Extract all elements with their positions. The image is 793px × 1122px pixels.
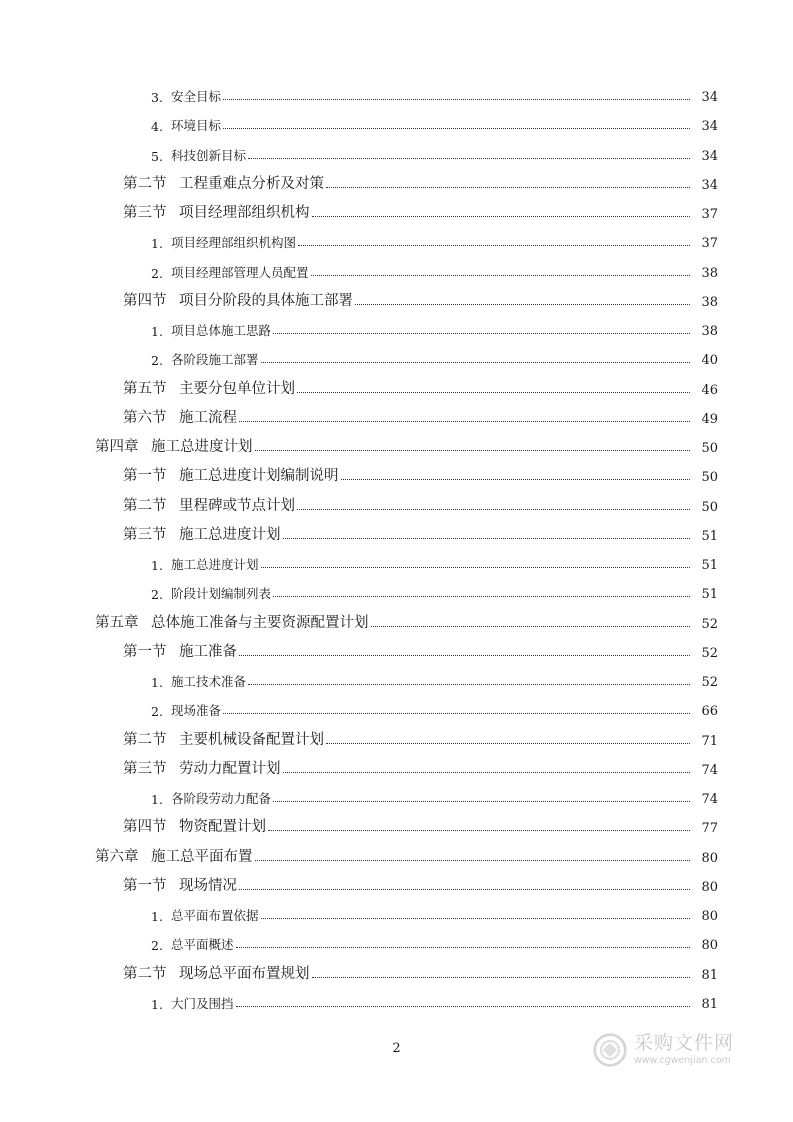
toc-entry-number: 第二节 bbox=[123, 498, 167, 514]
toc-entry-number: 第三节 bbox=[123, 205, 167, 221]
toc-entry-number: 1. bbox=[151, 236, 163, 251]
toc-entry-number: 第五节 bbox=[123, 381, 167, 397]
toc-dot-leader bbox=[312, 977, 691, 978]
toc-entry[interactable] bbox=[0, 959, 793, 983]
toc-dot-leader bbox=[326, 187, 690, 188]
toc-entry-page: 66 bbox=[701, 704, 718, 719]
toc-entry-page: 52 bbox=[701, 675, 718, 690]
toc-dot-leader bbox=[255, 860, 691, 861]
toc-entry-page: 50 bbox=[701, 441, 718, 456]
toc-entry[interactable] bbox=[0, 227, 793, 251]
toc-dot-leader bbox=[236, 947, 690, 948]
toc-entry[interactable] bbox=[0, 257, 793, 281]
toc-entry-page: 80 bbox=[701, 938, 718, 953]
toc-dot-leader bbox=[261, 362, 690, 363]
toc-entry-number: 4. bbox=[151, 119, 163, 134]
watermark bbox=[592, 1028, 752, 1072]
watermark-logo-icon bbox=[592, 1032, 628, 1068]
toc-entry-page: 80 bbox=[701, 880, 718, 895]
toc-dot-leader bbox=[239, 421, 690, 422]
toc-entry-title: 安全目标 bbox=[171, 89, 222, 104]
toc-dot-leader bbox=[311, 275, 690, 276]
toc-entry[interactable] bbox=[0, 637, 793, 661]
toc-dot-leader bbox=[223, 713, 690, 714]
toc-entry-title: 主要分包单位计划 bbox=[179, 381, 295, 397]
toc-entry-title: 劳动力配置计划 bbox=[179, 761, 281, 777]
toc-entry-page: 74 bbox=[701, 792, 718, 807]
toc-entry-page: 40 bbox=[701, 353, 718, 368]
toc-entry-page: 80 bbox=[701, 909, 718, 924]
toc-entry-title: 各阶段施工部署 bbox=[171, 352, 259, 367]
toc-entry-title: 总平面概述 bbox=[171, 937, 234, 952]
toc-entry-number: 第五章 bbox=[95, 615, 139, 631]
toc-entry-page: 52 bbox=[701, 646, 718, 661]
toc-entry-page: 81 bbox=[701, 968, 718, 983]
toc-dot-leader bbox=[371, 626, 691, 627]
toc-entry-title: 施工总平面布置 bbox=[151, 849, 253, 865]
page-number: 2 bbox=[392, 1041, 401, 1056]
toc-entry-number: 1. bbox=[151, 909, 163, 924]
toc-entry-number: 5. bbox=[151, 149, 163, 164]
toc-entry-title: 施工准备 bbox=[179, 644, 237, 660]
toc-dot-leader bbox=[223, 128, 690, 129]
toc-dot-leader bbox=[312, 216, 691, 217]
toc-entry[interactable] bbox=[0, 81, 793, 105]
toc-entry-page: 50 bbox=[701, 470, 718, 485]
toc-dot-leader bbox=[297, 392, 690, 393]
toc-entry-page: 46 bbox=[701, 383, 718, 398]
toc-entry[interactable] bbox=[0, 286, 793, 310]
toc-entry[interactable] bbox=[0, 929, 793, 953]
watermark-url: www.cgwenjian.com bbox=[634, 1055, 731, 1067]
toc-entry[interactable] bbox=[0, 403, 793, 427]
toc-dot-leader bbox=[297, 509, 690, 510]
toc-dot-leader bbox=[261, 918, 690, 919]
toc-entry-page: 34 bbox=[701, 119, 718, 134]
toc-entry-number: 2. bbox=[151, 704, 163, 719]
toc-entry-title: 总体施工准备与主要资源配置计划 bbox=[151, 615, 369, 631]
toc-entry-number: 第六节 bbox=[123, 410, 167, 426]
toc-dot-leader bbox=[283, 772, 691, 773]
toc-entry-number: 第二节 bbox=[123, 966, 167, 982]
toc-entry-number: 1. bbox=[151, 997, 163, 1012]
toc-entry-title: 主要机械设备配置计划 bbox=[179, 732, 324, 748]
toc-entry-title: 阶段计划编制列表 bbox=[171, 586, 272, 601]
toc-dot-leader bbox=[248, 158, 690, 159]
toc-entry-page: 81 bbox=[701, 997, 718, 1012]
toc-entry-page: 51 bbox=[701, 558, 718, 573]
toc-entry[interactable] bbox=[0, 198, 793, 222]
toc-entry-number: 第四节 bbox=[123, 293, 167, 309]
toc-entry-page: 51 bbox=[701, 587, 718, 602]
toc-dot-leader bbox=[255, 450, 691, 451]
toc-entry-title: 现场准备 bbox=[171, 703, 222, 718]
toc-entry-page: 74 bbox=[701, 763, 718, 778]
toc-entry-title: 大门及围挡 bbox=[171, 996, 234, 1011]
toc-dot-leader bbox=[268, 830, 690, 831]
toc-entry-title: 科技创新目标 bbox=[171, 148, 247, 163]
toc-entry[interactable] bbox=[0, 140, 793, 164]
toc-entry-number: 1. bbox=[151, 675, 163, 690]
toc-entry[interactable] bbox=[0, 344, 793, 368]
toc-entry[interactable] bbox=[0, 461, 793, 485]
toc-entry-page: 34 bbox=[701, 90, 718, 105]
watermark-name: 采购文件网 bbox=[634, 1032, 735, 1055]
toc-dot-leader bbox=[261, 567, 690, 568]
toc-entry[interactable] bbox=[0, 578, 793, 602]
toc-entry-title: 项目经理部管理人员配置 bbox=[171, 265, 309, 280]
toc-dot-leader bbox=[273, 801, 690, 802]
toc-entry-page: 71 bbox=[701, 734, 718, 749]
toc-entry-number: 第一节 bbox=[123, 878, 167, 894]
toc-entry-number: 第三节 bbox=[123, 527, 167, 543]
toc-entry-title: 项目分阶段的具体施工部署 bbox=[179, 293, 353, 309]
toc-dot-leader bbox=[273, 333, 690, 334]
toc-entry[interactable] bbox=[0, 754, 793, 778]
toc-dot-leader bbox=[355, 304, 690, 305]
toc-entry[interactable] bbox=[0, 315, 793, 339]
toc-dot-leader bbox=[273, 596, 690, 597]
toc-dot-leader bbox=[239, 655, 690, 656]
toc-entry-page: 51 bbox=[701, 529, 718, 544]
toc-entry[interactable] bbox=[0, 608, 793, 632]
toc-entry-title: 各阶段劳动力配备 bbox=[171, 791, 272, 806]
toc-dot-leader bbox=[223, 99, 690, 100]
toc-entry-title: 施工总进度计划 bbox=[151, 439, 253, 455]
toc-entry-page: 52 bbox=[701, 617, 718, 632]
toc-entry[interactable] bbox=[0, 110, 793, 134]
toc-entry-page: 50 bbox=[701, 500, 718, 515]
toc-entry-number: 2. bbox=[151, 266, 163, 281]
toc-entry[interactable] bbox=[0, 812, 793, 836]
toc-entry[interactable] bbox=[0, 491, 793, 515]
toc-entry[interactable] bbox=[0, 666, 793, 690]
toc-entry-number: 第六章 bbox=[95, 849, 139, 865]
toc-entry[interactable] bbox=[0, 169, 793, 193]
toc-entry-page: 38 bbox=[701, 266, 718, 281]
toc-dot-leader bbox=[248, 684, 690, 685]
toc-entry[interactable] bbox=[0, 374, 793, 398]
toc-entry-number: 第二节 bbox=[123, 732, 167, 748]
toc-entry[interactable] bbox=[0, 549, 793, 573]
toc-entry[interactable] bbox=[0, 432, 793, 456]
toc-entry-title: 施工总进度计划 bbox=[179, 527, 281, 543]
toc-entry-number: 2. bbox=[151, 938, 163, 953]
toc-entry[interactable] bbox=[0, 988, 793, 1012]
toc-entry-title: 现场总平面布置规划 bbox=[179, 966, 310, 982]
toc-entry[interactable] bbox=[0, 900, 793, 924]
toc-entry-title: 施工总进度计划 bbox=[171, 557, 259, 572]
toc-entry-title: 环境目标 bbox=[171, 118, 222, 133]
toc-entry-title: 施工技术准备 bbox=[171, 674, 247, 689]
toc-entry-title: 项目总体施工思路 bbox=[171, 323, 272, 338]
toc-entry-title: 物资配置计划 bbox=[179, 819, 266, 835]
toc-entry-page: 34 bbox=[701, 178, 718, 193]
toc-dot-leader bbox=[298, 245, 690, 246]
toc-entry-number: 第一节 bbox=[123, 468, 167, 484]
toc-entry-title: 工程重难点分析及对策 bbox=[179, 176, 324, 192]
toc-entry-title: 总平面布置依据 bbox=[171, 908, 259, 923]
toc-entry[interactable] bbox=[0, 695, 793, 719]
toc-entry[interactable] bbox=[0, 871, 793, 895]
toc-entry-page: 77 bbox=[701, 821, 718, 836]
toc-entry-title: 施工总进度计划编制说明 bbox=[179, 468, 339, 484]
toc-entry[interactable] bbox=[0, 520, 793, 544]
toc-entry[interactable] bbox=[0, 725, 793, 749]
toc-entry-number: 1. bbox=[151, 324, 163, 339]
toc-entry-number: 第一节 bbox=[123, 644, 167, 660]
toc-entry-page: 38 bbox=[701, 295, 718, 310]
toc-dot-leader bbox=[239, 889, 690, 890]
toc-entry[interactable] bbox=[0, 842, 793, 866]
toc-entry-title: 里程碑或节点计划 bbox=[179, 498, 295, 514]
toc-entry-page: 37 bbox=[701, 207, 718, 222]
toc-entry-number: 3. bbox=[151, 90, 163, 105]
toc-entry-number: 2. bbox=[151, 353, 163, 368]
toc-dot-leader bbox=[326, 743, 690, 744]
toc-entry-number: 第四节 bbox=[123, 819, 167, 835]
toc-entry-number: 第三节 bbox=[123, 761, 167, 777]
toc-entry-title: 项目经理部组织机构图 bbox=[171, 235, 297, 250]
toc-entry-title: 现场情况 bbox=[179, 878, 237, 894]
toc-entry-page: 49 bbox=[701, 412, 718, 427]
toc-dot-leader bbox=[283, 538, 691, 539]
toc-entry-page: 34 bbox=[701, 149, 718, 164]
toc-entry-number: 2. bbox=[151, 587, 163, 602]
toc-entry-title: 项目经理部组织机构 bbox=[179, 205, 310, 221]
toc-entry-number: 第四章 bbox=[95, 439, 139, 455]
toc-entry-number: 第二节 bbox=[123, 176, 167, 192]
toc-dot-leader bbox=[236, 1006, 690, 1007]
toc-entry-number: 1. bbox=[151, 558, 163, 573]
toc-entry[interactable] bbox=[0, 783, 793, 807]
toc-entry-title: 施工流程 bbox=[179, 410, 237, 426]
toc-entry-page: 38 bbox=[701, 324, 718, 339]
toc-entry-number: 1. bbox=[151, 792, 163, 807]
toc-dot-leader bbox=[341, 479, 691, 480]
toc-entry-page: 80 bbox=[701, 851, 718, 866]
toc-entry-page: 37 bbox=[701, 236, 718, 251]
